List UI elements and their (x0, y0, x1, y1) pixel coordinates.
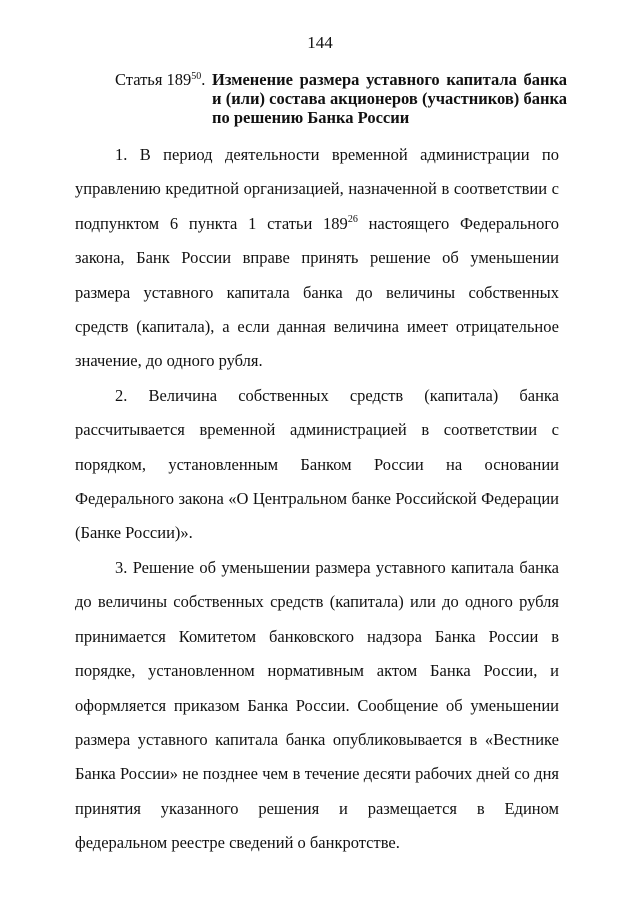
paragraph-2: 2. Величина собственных средств (капитала) банка рассчитывается временной администрацией в соответствии с порядком, установленным Банком России на основании Федерального закона «О Центральном банке Российской Федерации (Банке России)». (75, 385, 559, 543)
article-header (115, 70, 567, 127)
paragraph-3: 3. Решение об уменьшении размера уставного капитала банка до величины собственных средств (капитала) или до одного рубля принимается Комитетом банковского надзора Банка России в порядке, установленном нормативным актом Банка России, и оформляется приказом Банка России. Сообщение об уменьшении размера уставного капитала банка опубликовывается в «Вестнике Банка России» не позднее чем в течение десяти рабочих дней со дня принятия указанного решения и размещается в Едином федеральном реестре сведений о банкротстве. (75, 557, 559, 853)
paragraph-1 (75, 138, 559, 379)
article-body (75, 138, 559, 861)
paragraph-1-text-a: 1. В период деятельности временной администрации по управлению кредитной организацией, назначенной в соответствии с подпунктом 6 пункта 1 статьи 189 (75, 145, 559, 233)
paragraph-1-superscript: 26 (347, 213, 358, 225)
article-label (115, 70, 205, 89)
article-label-prefix: Статья 189 (115, 70, 192, 89)
page-number: 144 (307, 33, 333, 52)
article-label-suffix: . (201, 70, 206, 89)
article-title: Изменение размера уставного капитала банка и (или) состава акционеров (участников) банка по решению Банка России (212, 70, 567, 127)
paragraph-1-text-b: настоящего Федерального закона, Банк России вправе принять решение об уменьшении размера уставного капитала банка до величины собственных средств (капитала), а если данная величина имеет отрицательное значение, до одного рубля. (75, 213, 559, 371)
article-label-superscript: 50 (191, 71, 202, 82)
